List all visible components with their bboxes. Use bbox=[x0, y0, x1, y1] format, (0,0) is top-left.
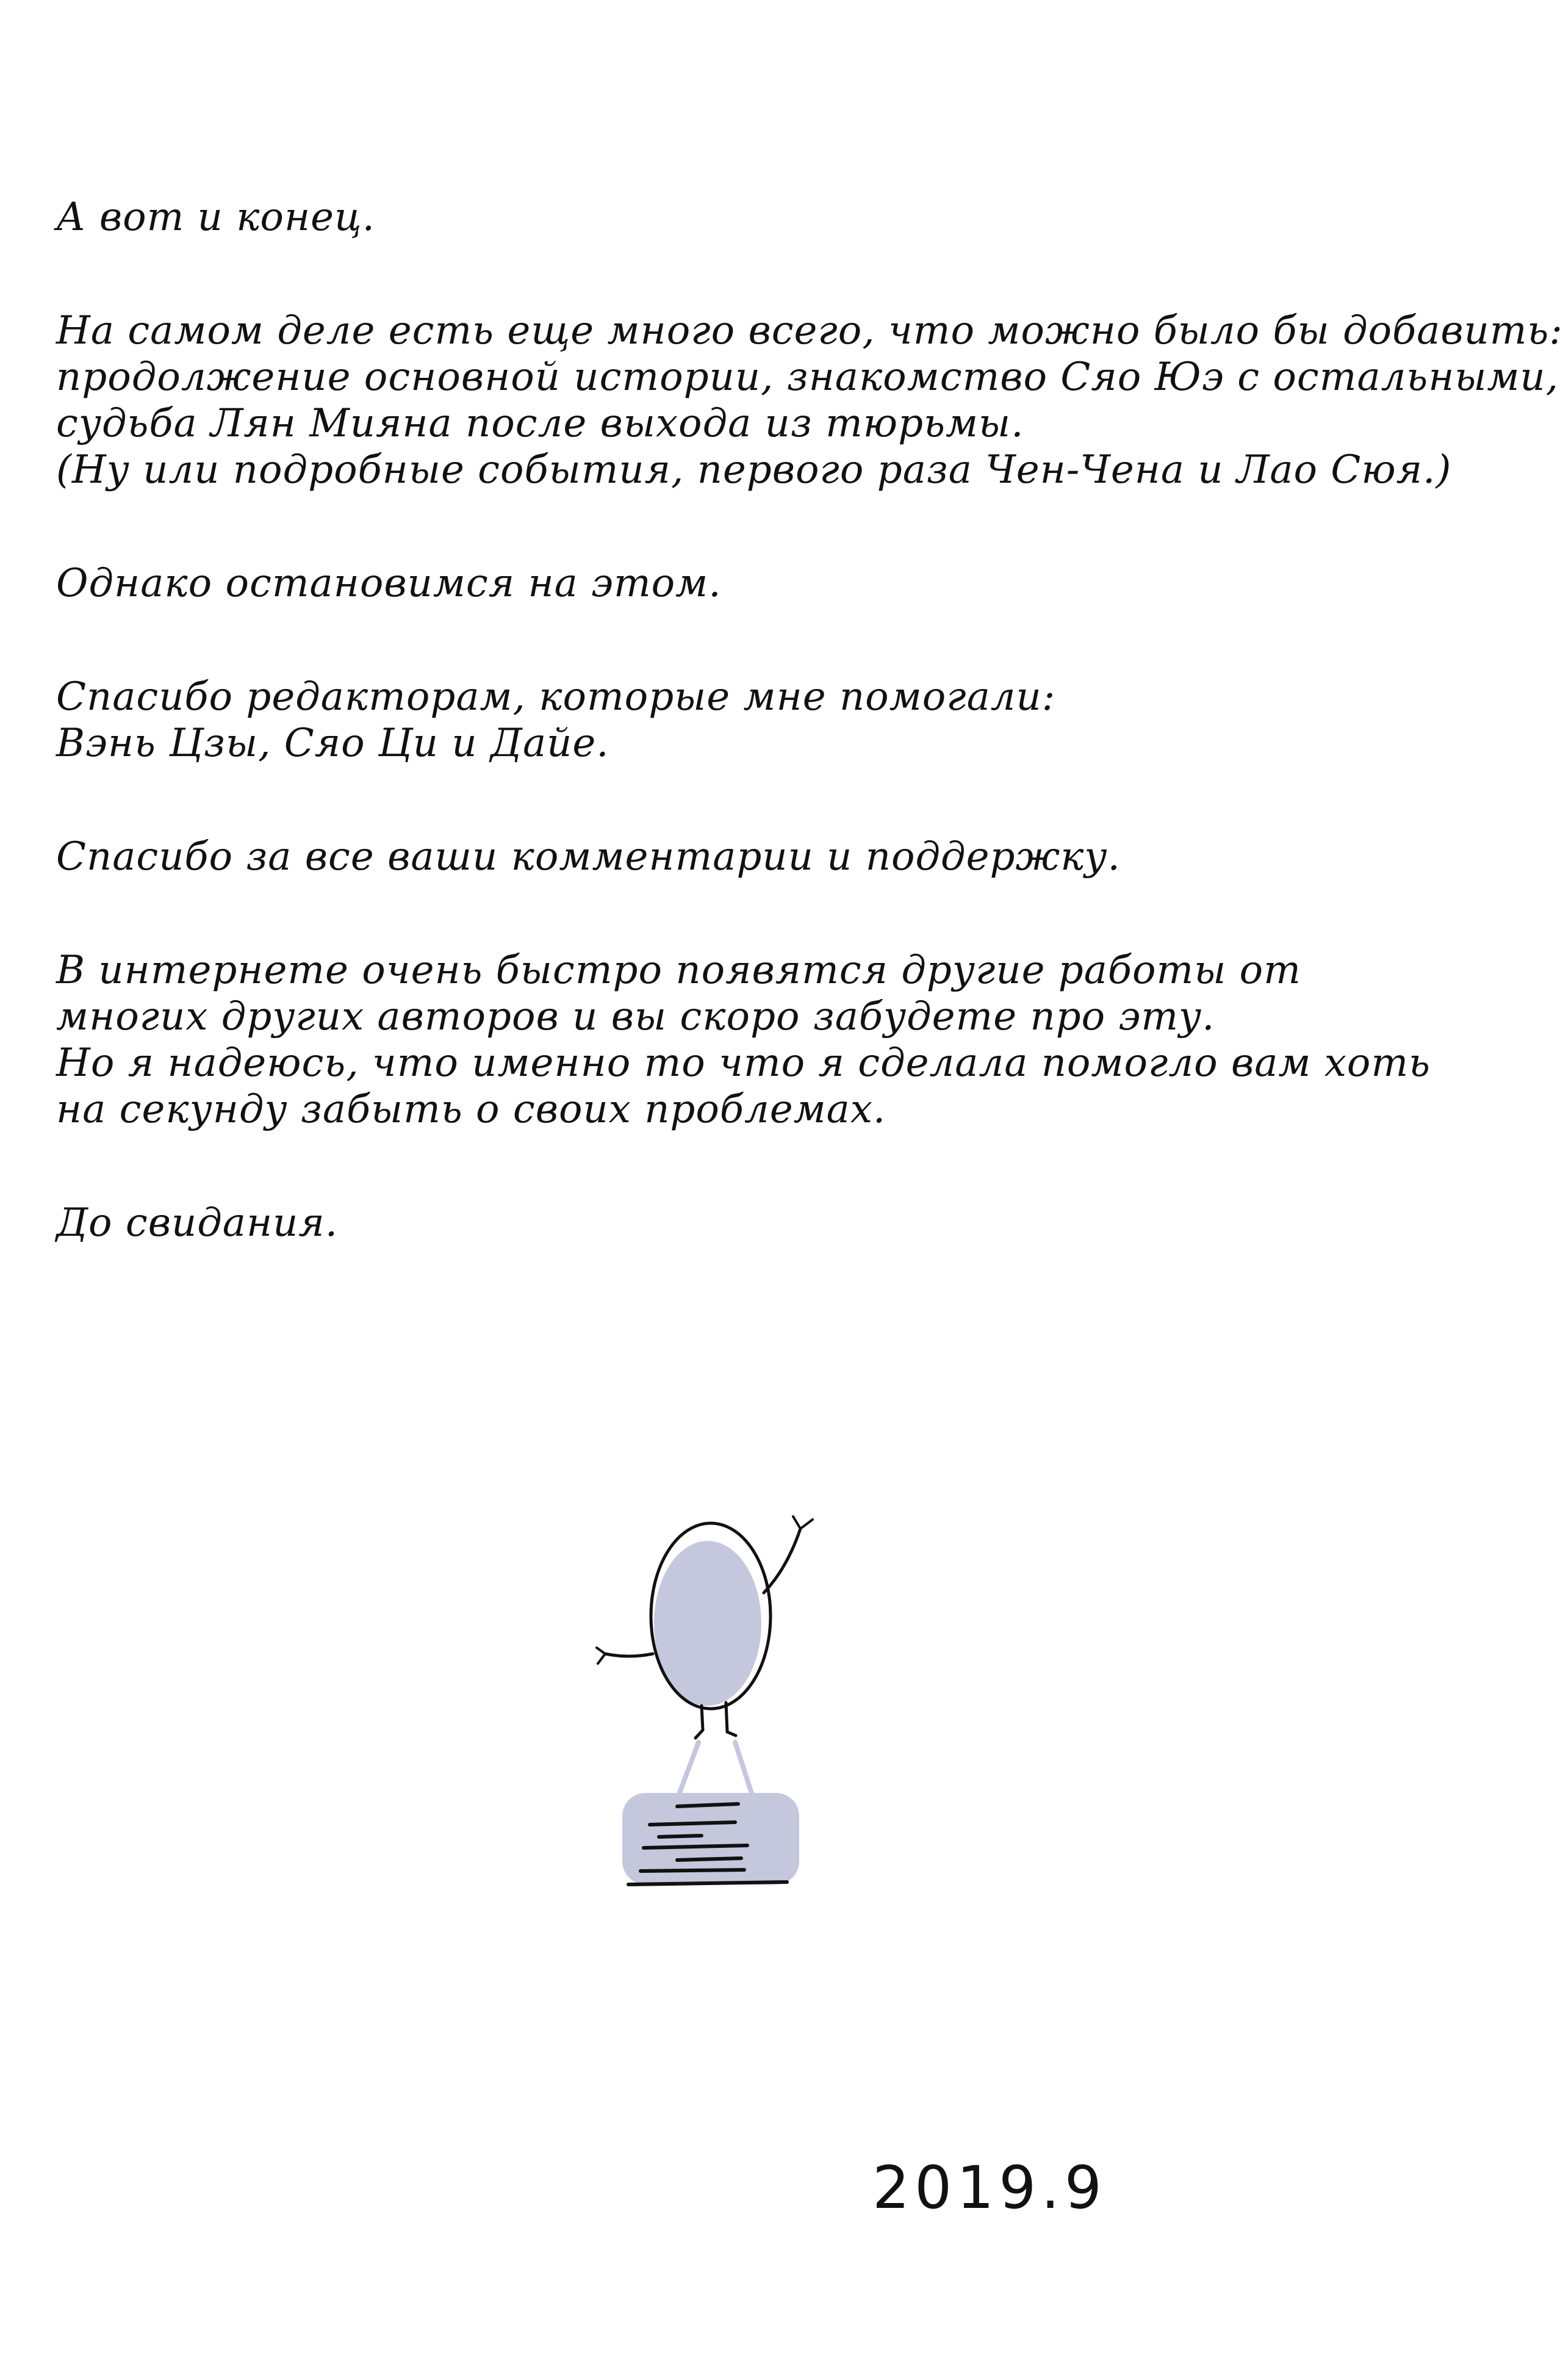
egg-arm-right bbox=[764, 1529, 800, 1593]
letter-line: На самом деле есть еще много всего, что можно было бы добавить: bbox=[56, 308, 1563, 353]
date-signature: 2019.9 bbox=[872, 2154, 1107, 2222]
letter-line: До свидания. bbox=[56, 1200, 339, 1246]
letter-line: Но я надеюсь, что именно то что я сделала помогло вам хоть bbox=[56, 1040, 1431, 1086]
letter-line: В интернете очень быстро появятся другие работы от bbox=[56, 948, 1301, 993]
letter-line: продолжение основной истории, знакомство Сяо Юэ с остальными, bbox=[56, 355, 1559, 400]
egg-arm-left bbox=[605, 1654, 653, 1656]
egg-hand-left bbox=[597, 1648, 605, 1664]
letter-line: Спасибо редакторам, которые мне помогали: bbox=[56, 674, 1056, 719]
letter-line: многих других авторов и вы скоро забудете про эту. bbox=[56, 994, 1215, 1039]
egg-leg-right bbox=[726, 1703, 736, 1736]
letter-text bbox=[56, 194, 1563, 1246]
egg-leg-left bbox=[695, 1706, 703, 1738]
pedestal-handle bbox=[677, 1742, 753, 1799]
egg-body bbox=[654, 1541, 761, 1706]
letter-line: Вэнь Цзы, Сяо Ци и Дайе. bbox=[56, 721, 609, 766]
egg-hand-right bbox=[793, 1516, 813, 1529]
letter-line: судьба Лян Мияна после выхода из тюрьмы. bbox=[56, 401, 1024, 446]
letter-line: Однако остановимся на этом. bbox=[56, 561, 722, 606]
letter-line: Спасибо за все ваши комментарии и поддержку. bbox=[56, 834, 1121, 879]
letter-line: А вот и конец. bbox=[56, 195, 375, 240]
letter-line: (Ну или подробные события, первого раза Чен-Чена и Лао Сюя.) bbox=[56, 447, 1452, 492]
letter-line: на секунду забыть о своих проблемах. bbox=[56, 1087, 886, 1132]
egg-character-waving-icon bbox=[586, 1501, 866, 1928]
